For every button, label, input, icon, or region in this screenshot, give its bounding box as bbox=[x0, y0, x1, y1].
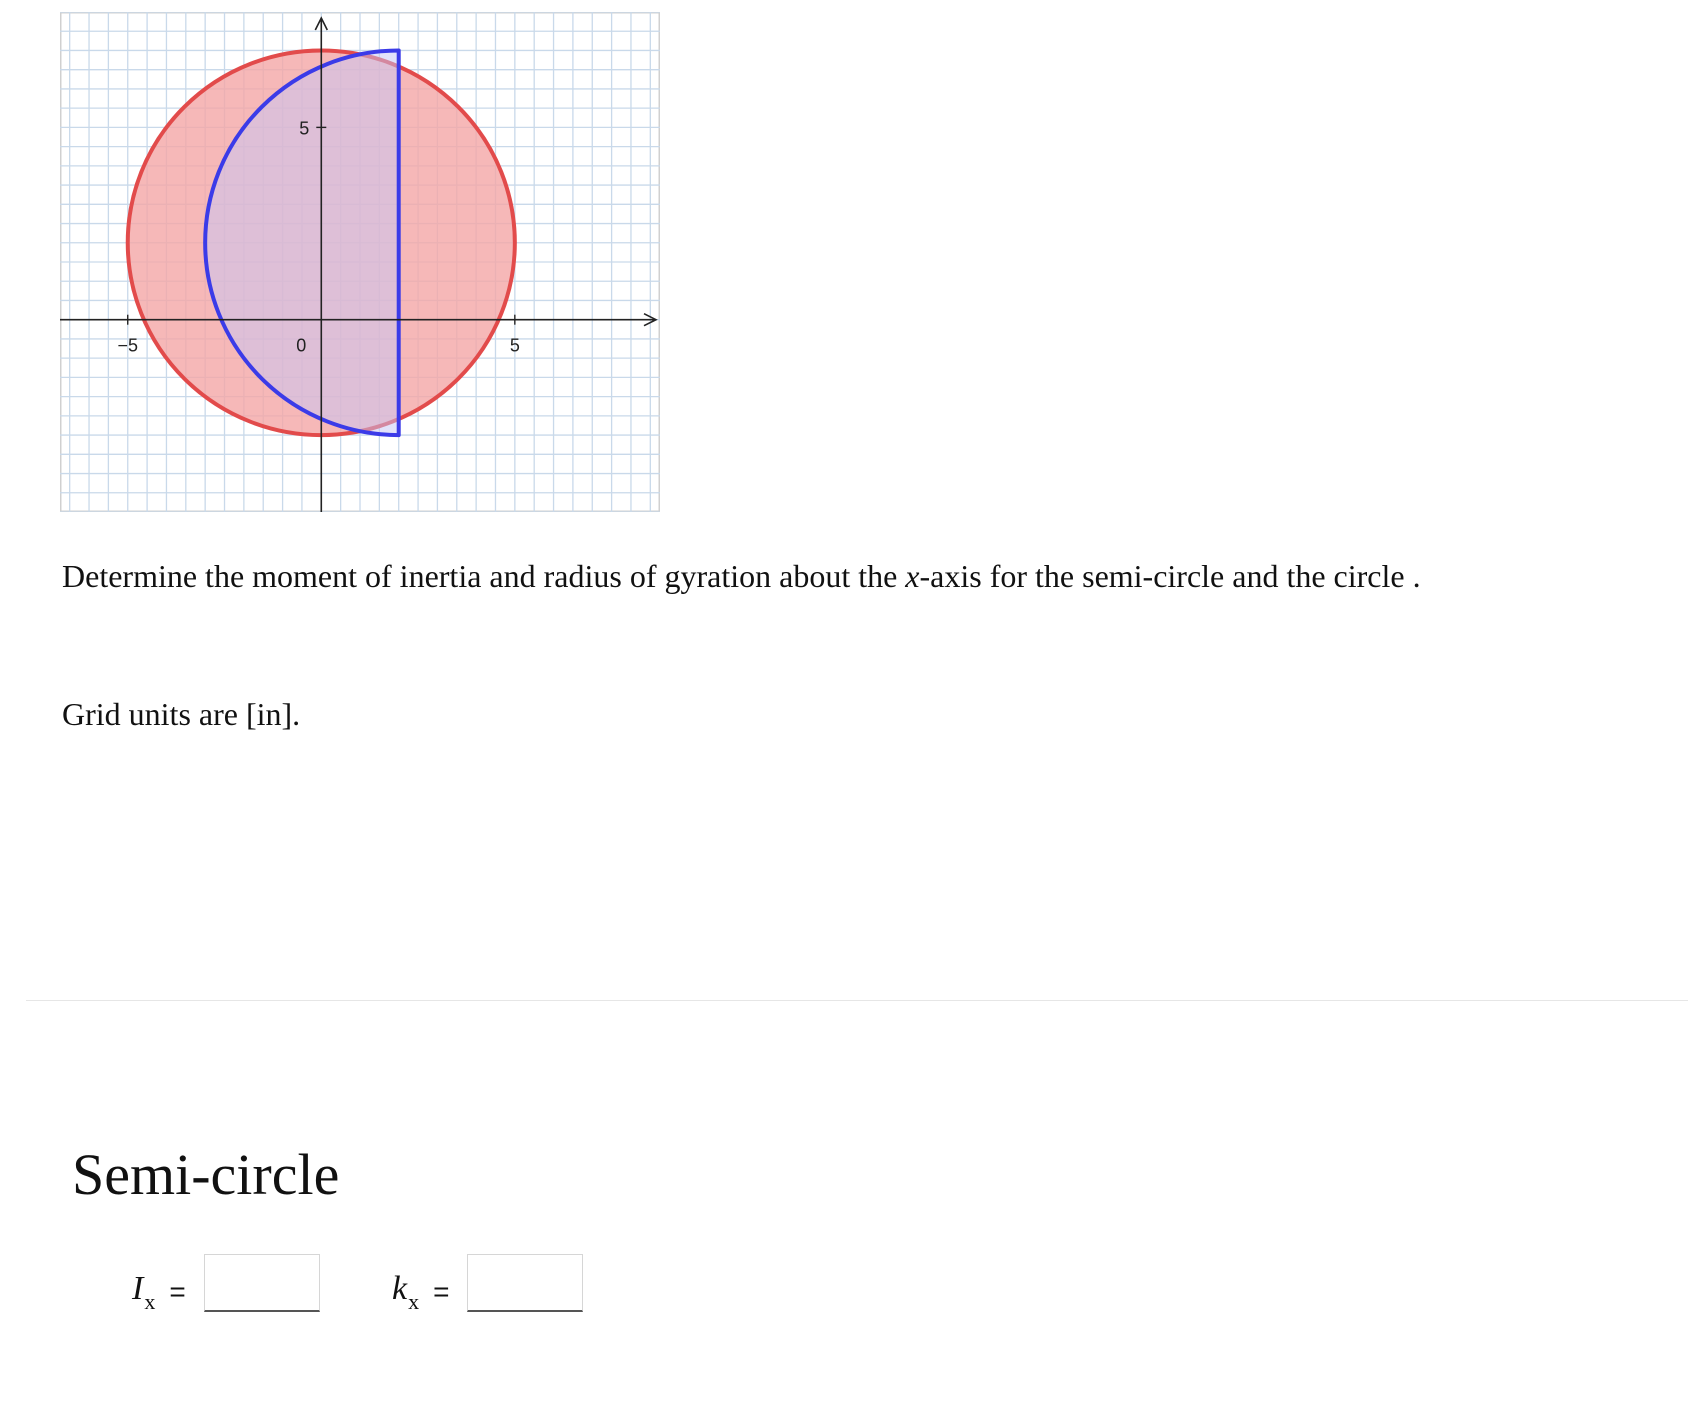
x-tick-label: 0 bbox=[296, 335, 307, 356]
x-tick-label: −5 bbox=[117, 335, 139, 356]
question-part-2: -axis for the semi-circle and the circle . bbox=[919, 558, 1421, 594]
kx-label bbox=[392, 1269, 419, 1312]
ix-equals: = bbox=[169, 1276, 186, 1307]
ix-symbol: I bbox=[132, 1270, 144, 1307]
section-divider bbox=[26, 1000, 1688, 1001]
shape-figure bbox=[60, 12, 660, 512]
ix-answer-row bbox=[132, 1250, 320, 1312]
kx-subscript: x bbox=[408, 1289, 420, 1314]
ix-subscript: x bbox=[144, 1289, 156, 1314]
kx-equals: = bbox=[433, 1276, 450, 1307]
grid-units-text: Grid units are [in]. bbox=[62, 696, 301, 732]
ix-input[interactable] bbox=[204, 1254, 320, 1312]
grid-plot bbox=[60, 12, 660, 512]
kx-symbol: k bbox=[392, 1270, 408, 1307]
question-text bbox=[62, 548, 1502, 604]
kx-input[interactable] bbox=[467, 1254, 583, 1312]
x-tick-label: 5 bbox=[509, 335, 520, 356]
section-title-semicircle: Semi-circle bbox=[72, 1142, 340, 1207]
kx-answer-row bbox=[392, 1250, 583, 1312]
y-tick-label: 5 bbox=[299, 118, 310, 139]
ix-label bbox=[132, 1269, 155, 1312]
question-variable-x: x bbox=[905, 558, 920, 594]
question-part-1: Determine the moment of inertia and radius of gyration about the bbox=[62, 558, 906, 594]
